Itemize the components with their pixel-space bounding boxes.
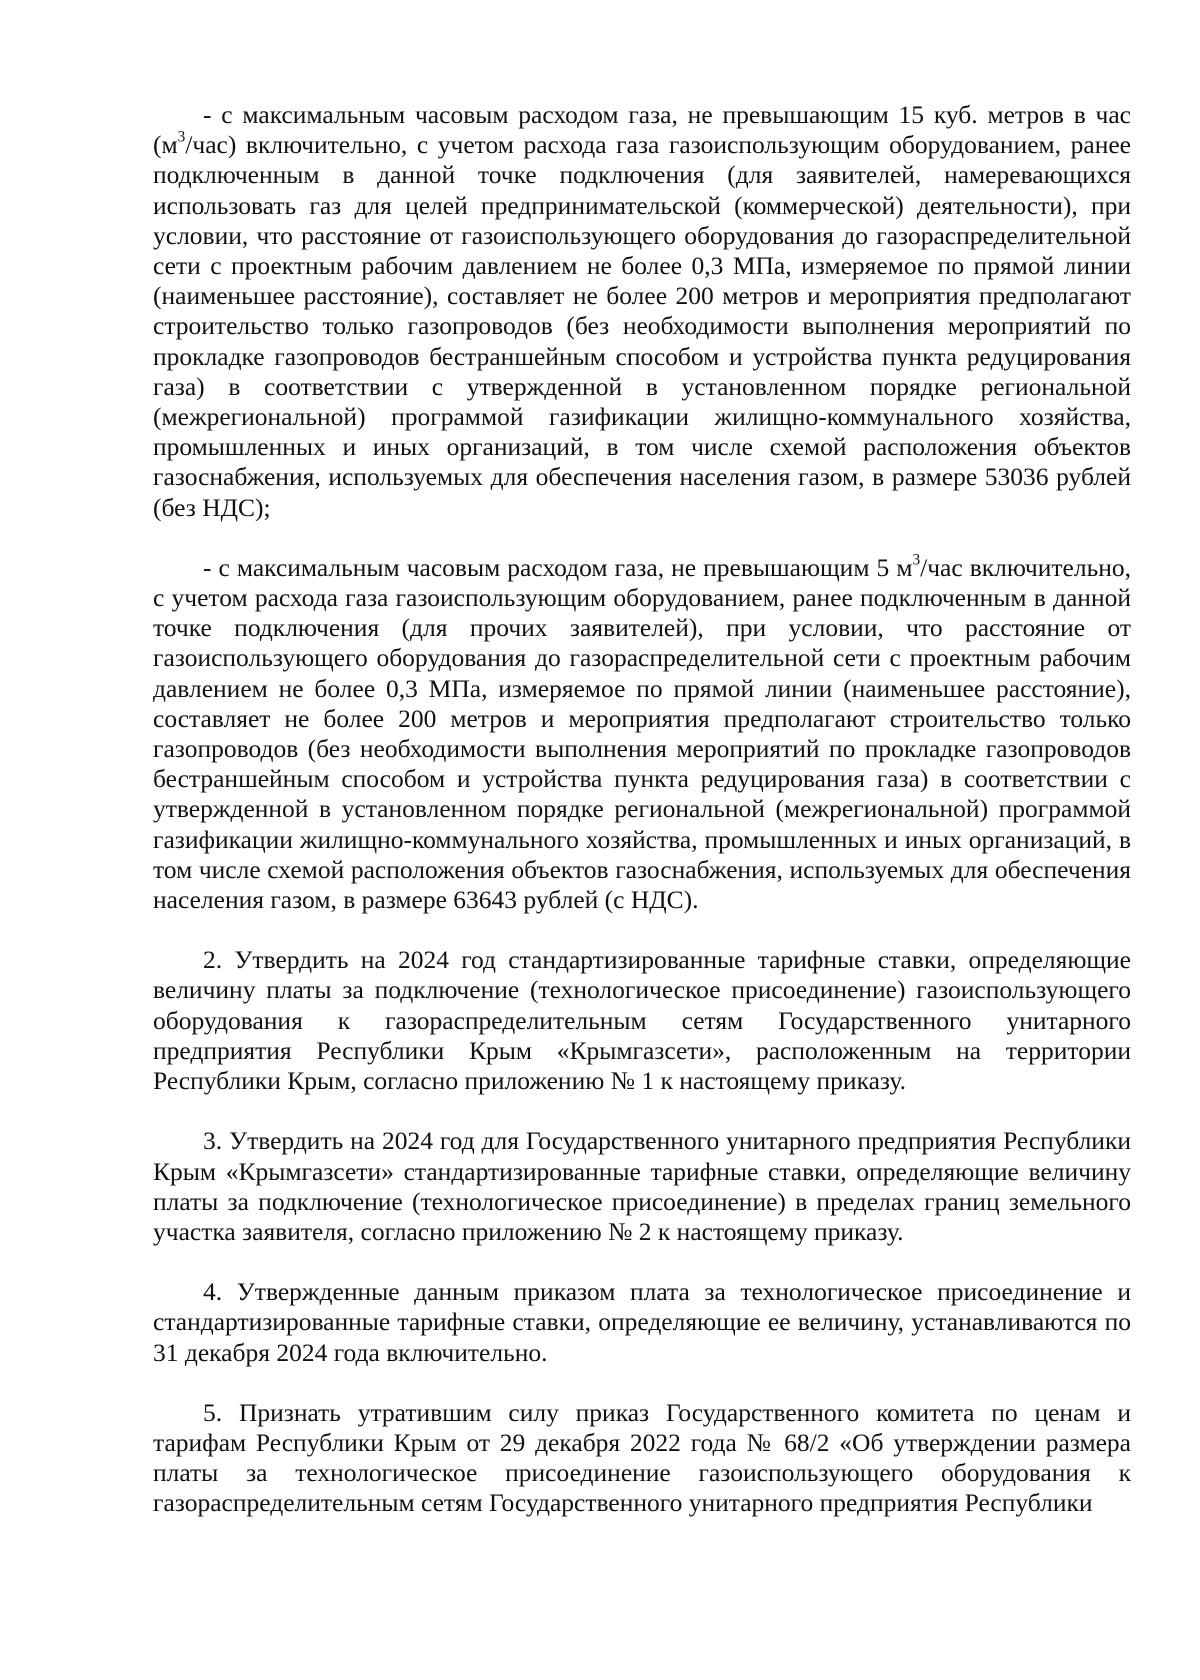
paragraph-item-5: 5. Признать утратившим силу приказ Государственного комитета по ценам и тарифам Республики Крым от 29 декабря 2022 года № 68/2 «Об утверждении размера платы за технологическое присоединение газоиспользующего оборудования к газораспределительным сетям Государственного унитарного предприятия Республики	[153, 1397, 1131, 1518]
paragraph-item-3: 3. Утвердить на 2024 год для Государственного унитарного предприятия Республики Крым «Крымгазсети» стандартизированные тарифные ставки, определяющие величину платы за подключение (технологическое присоединение) в пределах границ земельного участка заявителя, согласно приложению № 2 к настоящему приказу.	[153, 1126, 1131, 1246]
paragraph-item-2: 2. Утвердить на 2024 год стандартизированные тарифные ставки, определяющие величину платы за подключение (технологическое присоединение) газоиспользующего оборудования к газораспределительным сетям Государственного унитарного предприятия Республики Крым «Крымгазсети», расположенным на территории Республики Крым, согласно приложению № 1 к настоящему приказу.	[153, 945, 1131, 1096]
paragraph-text: - с максимальным часовым расходом газа, не превышающим 15 куб. метров в час (м	[153, 100, 1131, 160]
paragraph-text: /час) включительно, с учетом расхода газа газоиспользующим оборудованием, ранее подключенным в данной точке подключения (для заявителей, намеревающихся использовать газ для целей предпринимательской (коммерческой) деятельности), при условии, что расстояние от газоиспользующего оборудования до газораспределительной сети с проектным рабочим давлением не более 0,3 МПа, измеряемое по прямой линии (наименьшее расстояние), составляет не более 200 метров и мероприятия предполагают строительство только газопроводов (без необходимости выполнения мероприятий по прокладке газопроводов бестраншейным способом и устройства пункта редуцирования газа) в соответствии с утвержденной в установленном порядке региональной (межрегиональной) программой газификации жилищно-коммунального хозяйства, промышленных и иных организаций, в том числе схемой расположения объектов газоснабжения, используемых для обеспечения населения газом, в размере 53036 рублей (без НДС);	[153, 130, 1131, 522]
document-body	[153, 100, 1131, 1519]
superscript: 3	[177, 128, 186, 146]
paragraph-text: /час включительно, с учетом расхода газа газоиспользующим оборудованием, ранее подключенным в данной точке подключения (для прочих заявителей), при условии, что расстояние от газоиспользующего оборудования до газораспределительной сети с проектным рабочим давлением не более 0,3 МПа, измеряемое по прямой линии (наименьшее расстояние), составляет не более 200 метров и мероприятия предполагают строительство только газопроводов (без необходимости выполнения мероприятий по прокладке газопроводов бестраншейным способом и устройства пункта редуцирования газа) в соответствии с утвержденной в установленном порядке региональной (межрегиональной) программой газификации жилищно-коммунального хозяйства, промышленных и иных организаций, в том числе схемой расположения объектов газоснабжения, используемых для обеспечения населения газом, в размере 63643 рублей (с НДС).	[153, 552, 1131, 915]
paragraph-gas-5-m3	[153, 553, 1131, 915]
superscript: 3	[912, 551, 921, 569]
paragraph-text: - с максимальным часовым расходом газа, не превышающим 5 м	[203, 552, 913, 582]
paragraph-gas-15-m3	[153, 100, 1131, 523]
paragraph-item-4: 4. Утвержденные данным приказом плата за технологическое присоединение и стандартизированные тарифные ставки, определяющие ее величину, устанавливаются по 31 декабря 2024 года включительно.	[153, 1277, 1131, 1367]
